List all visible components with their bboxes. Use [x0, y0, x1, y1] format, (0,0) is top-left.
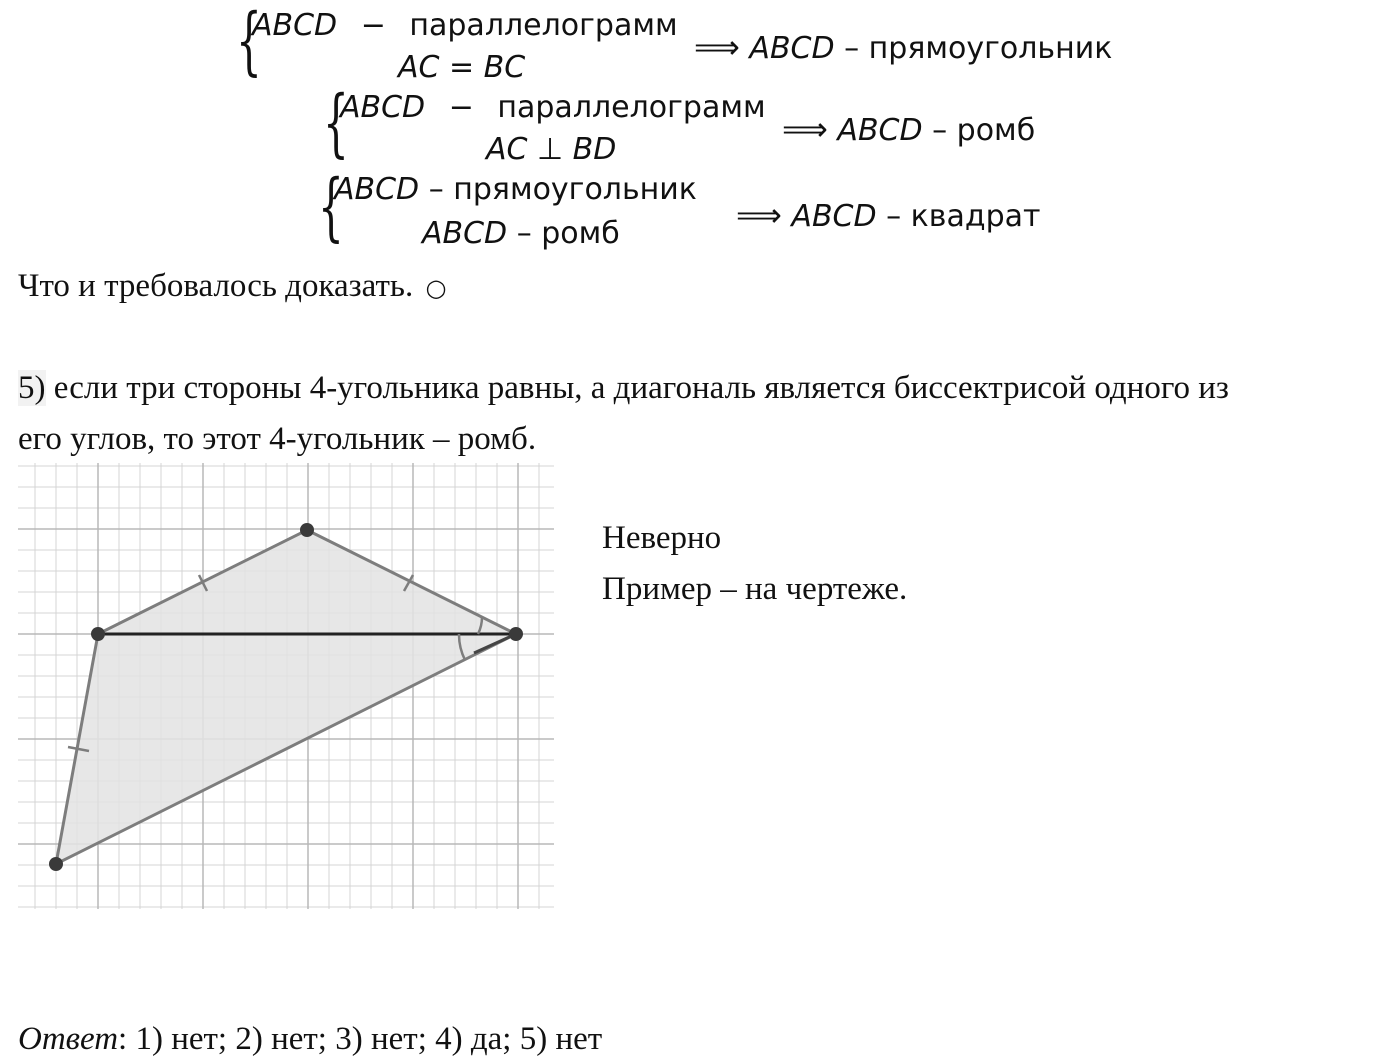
verdict-line1: Неверно — [602, 520, 722, 556]
system-brace-1: { — [236, 0, 262, 84]
system2-result-var: ABCD — [837, 113, 923, 148]
system3-line1 — [334, 172, 697, 207]
system1-line1-var: ABCD — [252, 8, 338, 43]
system1-result-text: – прямоугольник — [844, 31, 1113, 66]
system1-line1 — [252, 8, 678, 43]
statement5-number: 5) — [18, 370, 46, 406]
system3-line2 — [422, 216, 620, 251]
system-brace-3: { — [318, 164, 344, 250]
answer-line — [18, 1021, 602, 1058]
answer-text: : 1) нет; 2) нет; 3) нет; 4) да; 5) нет — [118, 1021, 603, 1057]
system1-result-var: ABCD — [749, 31, 835, 66]
system1-line1-dash: − — [360, 8, 386, 43]
conclusion-line — [18, 268, 446, 305]
answer-label: Ответ — [18, 1021, 119, 1057]
system3-result — [736, 196, 1041, 234]
end-of-proof-icon: ○ — [425, 274, 447, 302]
system2-line2: AC ⊥ BD — [486, 132, 617, 167]
conclusion-text: Что и требовалось доказать. — [18, 268, 414, 304]
system3-result-text: – квадрат — [886, 199, 1041, 234]
vertex-point — [300, 523, 314, 537]
system2-line1-var: ABCD — [340, 90, 426, 125]
system-brace-2: { — [323, 80, 349, 166]
vertex-point — [49, 857, 63, 871]
system2-line1-dash: − — [448, 90, 474, 125]
system1-line2: AC = BC — [398, 50, 526, 85]
system3-line2-text: – ромб — [516, 216, 620, 251]
system3-line1-text: – прямоугольник — [428, 172, 697, 207]
system2-result — [782, 110, 1035, 148]
system3-line2-var: ABCD — [422, 216, 508, 251]
vertex-point — [509, 627, 523, 641]
system3-line1-var: ABCD — [334, 172, 420, 207]
system2-line1 — [340, 90, 766, 125]
statement5-line2: его углов, то этот 4-угольник – ромб. — [18, 421, 537, 457]
system2-result-text: – ромб — [932, 113, 1036, 148]
statement5-line1 — [18, 370, 1229, 407]
verdict-line2: Пример – на чертеже. — [602, 571, 908, 607]
counterexample-figure — [18, 463, 558, 913]
implies-arrow: ⟹ — [782, 110, 828, 148]
vertex-point — [91, 627, 105, 641]
system1-result — [694, 28, 1112, 66]
system2-line1-text: параллелограмм — [497, 90, 766, 125]
implies-arrow: ⟹ — [736, 196, 782, 234]
system1-line1-text: параллелограмм — [409, 8, 678, 43]
statement5-text-line1: если три стороны 4-угольника равны, а диагональ является биссектрисой одного из — [53, 370, 1229, 406]
system3-result-var: ABCD — [791, 199, 877, 234]
implies-arrow: ⟹ — [694, 28, 740, 66]
